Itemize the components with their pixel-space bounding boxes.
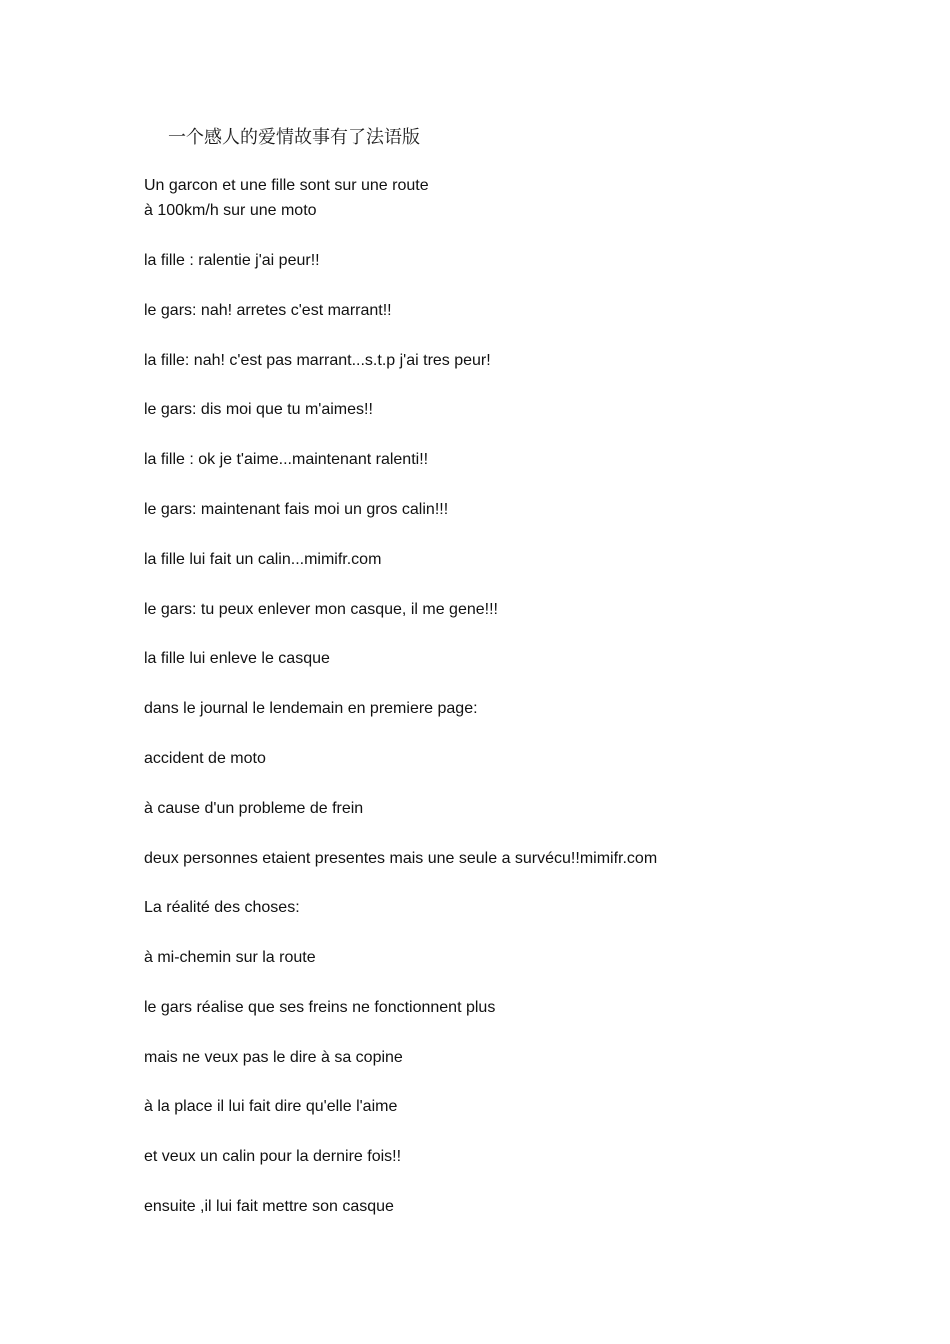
text-line: la fille lui fait un calin...mimifr.com (144, 551, 382, 568)
text-line: accident de moto (144, 750, 266, 767)
text-line: à 100km/h sur une moto (144, 202, 317, 219)
text-line: dans le journal le lendemain en premiere page: (144, 700, 478, 717)
text-line: la fille : ralentie j'ai peur!! (144, 252, 320, 269)
text-line: mais ne veux pas le dire à sa copine (144, 1049, 403, 1066)
text-line: le gars: maintenant fais moi un gros calin!!! (144, 501, 449, 518)
document-title: 一个感人的爱情故事有了法语版 (168, 127, 420, 148)
text-line: le gars réalise que ses freins ne fonctionnent plus (144, 999, 496, 1016)
text-line: le gars: nah! arretes c'est marrant!! (144, 302, 392, 319)
text-line: la fille lui enleve le casque (144, 650, 330, 667)
text-line: la fille : ok je t'aime...maintenant ralenti!! (144, 451, 429, 468)
text-line: la fille: nah! c'est pas marrant...s.t.p j'ai tres peur! (144, 352, 491, 369)
text-line: Un garcon et une fille sont sur une route (144, 177, 429, 194)
text-line: et veux un calin pour la dernire fois!! (144, 1148, 402, 1165)
text-line: La réalité des choses: (144, 899, 300, 916)
text-line: à mi-chemin sur la route (144, 949, 316, 966)
text-line: le gars: dis moi que tu m'aimes!! (144, 401, 373, 418)
text-line: le gars: tu peux enlever mon casque, il me gene!!! (144, 601, 498, 618)
text-line: à la place il lui fait dire qu'elle l'aime (144, 1098, 398, 1115)
text-line: à cause d'un probleme de frein (144, 800, 364, 817)
text-line: ensuite ,il lui fait mettre son casque (144, 1198, 394, 1215)
text-line: deux personnes etaient presentes mais une seule a survécu!!mimifr.com (144, 850, 658, 867)
